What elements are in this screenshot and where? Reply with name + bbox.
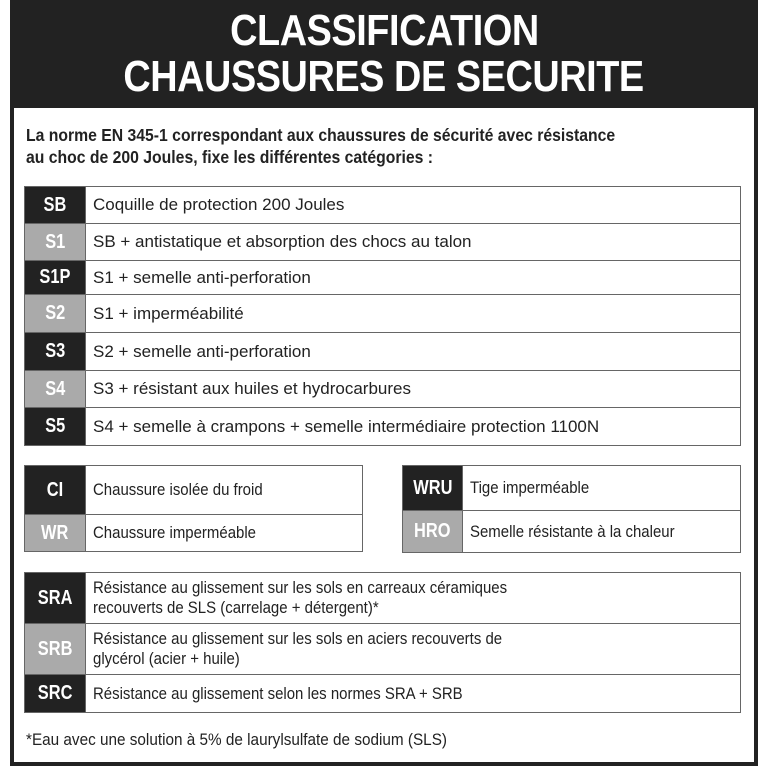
cold-water-table [24, 465, 363, 552]
category-code: S1P [25, 261, 86, 294]
category-desc: S2 + semelle anti-perforation [93, 341, 311, 361]
table-row [25, 408, 740, 445]
slip-resistance-table [24, 572, 741, 713]
category-desc: S3 + résistant aux huiles et hydrocarbures [93, 379, 411, 398]
table-row [25, 261, 740, 295]
category-desc: S4 + semelle à crampons + semelle intermédiaire protection 1100N [93, 416, 600, 436]
category-desc: Coquille de protection 200 Joules [93, 195, 345, 214]
table-row [25, 515, 362, 551]
category-code: SRB [25, 624, 86, 674]
category-desc: S1 + semelle anti-perforation [93, 267, 311, 287]
category-desc: Tige imperméable [470, 478, 590, 497]
table-row [403, 511, 740, 552]
intro-line-2: au choc de 200 Joules, fixe les différentes catégories : [26, 147, 434, 167]
category-desc: SB + antistatique et absorption des chocs au talon [93, 232, 472, 251]
category-desc: Résistance au glissement sur les sols en aciers recouverts de glycérol (acier + huile) [93, 629, 503, 668]
table-row [25, 224, 740, 261]
table-row [25, 573, 740, 624]
category-code: S1 [25, 224, 86, 260]
category-desc: Résistance au glissement selon les normes SRA + SRB [93, 683, 463, 703]
category-desc: Chaussure isolée du froid [93, 480, 263, 499]
category-code: WRU [403, 466, 463, 510]
intro-line-1: La norme EN 345-1 correspondant aux chaussures de sécurité avec résistance [26, 125, 616, 145]
table-row [25, 466, 362, 515]
table-row [403, 466, 740, 511]
category-code: WR [25, 515, 86, 551]
category-code: S2 [25, 295, 86, 332]
category-code: SB [25, 187, 86, 223]
table-row [25, 371, 740, 408]
title-line-1: CLASSIFICATION [229, 6, 539, 55]
page-title [14, 0, 754, 108]
intro-text [26, 124, 674, 168]
table-row [25, 295, 740, 333]
category-code: SRA [25, 573, 86, 623]
upper-heat-table [402, 465, 741, 553]
table-row [25, 624, 740, 675]
footnote: *Eau avec une solution à 5% de laurylsulfate de sodium (SLS) [26, 730, 448, 749]
category-code: SRC [25, 675, 86, 712]
category-code: CI [25, 466, 86, 514]
category-desc: Résistance au glissement sur les sols en carreaux céramiques recouverts de SLS (carrelage + détergent)* [93, 578, 508, 617]
category-desc: Semelle résistante à la chaleur [470, 521, 675, 541]
main-category-table [24, 186, 741, 446]
category-desc: Chaussure imperméable [93, 523, 256, 542]
category-code: S4 [25, 371, 86, 407]
category-code: HRO [403, 511, 463, 552]
table-row [25, 187, 740, 224]
category-desc: S1 + imperméabilité [93, 303, 244, 323]
table-row [25, 333, 740, 371]
category-code: S5 [25, 408, 86, 445]
table-row [25, 675, 740, 712]
title-line-2: CHAUSSURES DE SECURITE [123, 52, 645, 101]
category-code: S3 [25, 333, 86, 370]
